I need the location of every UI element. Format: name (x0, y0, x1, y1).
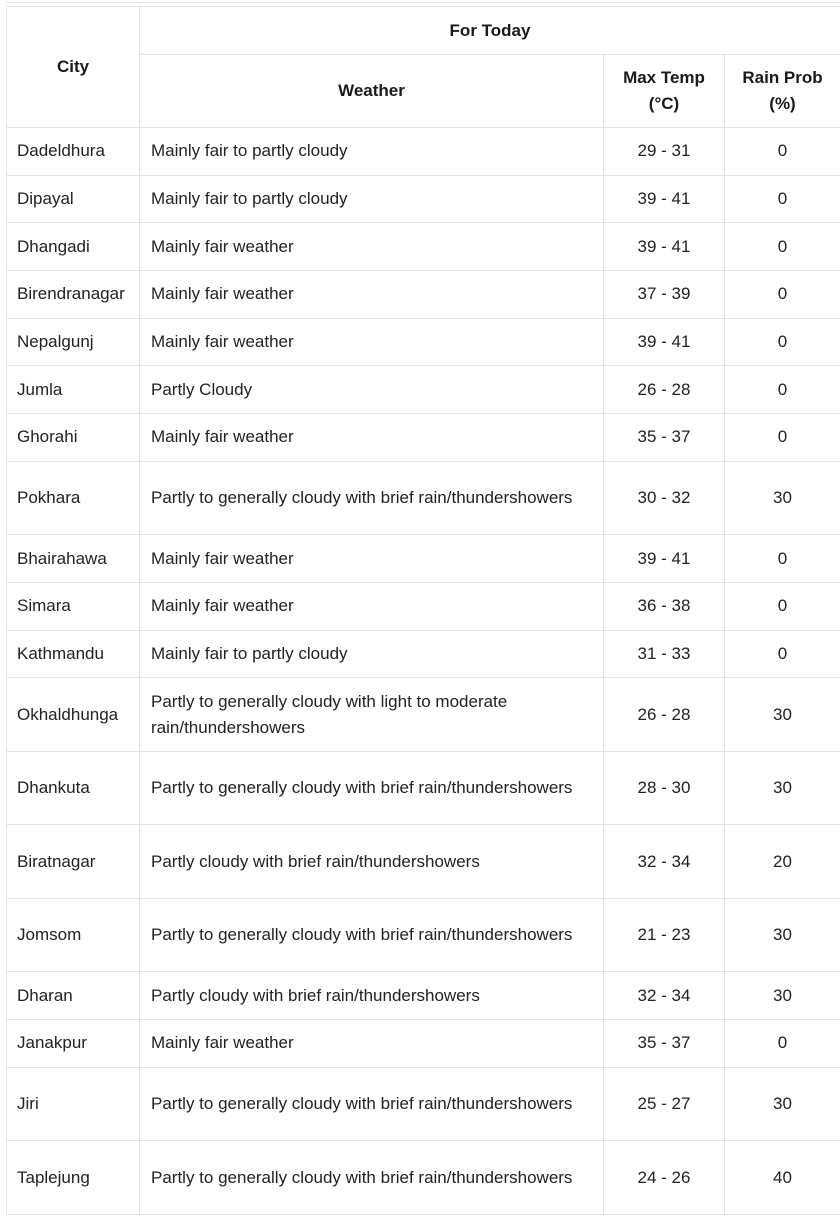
max-temp-cell: 32 - 34 (604, 972, 725, 1020)
table-row (7, 223, 840, 271)
max-temp-cell: 39 - 41 (604, 223, 725, 271)
city-cell: Ghorahi (7, 414, 140, 462)
table-row (7, 583, 840, 631)
weather-cell: Mainly fair to partly cloudy (140, 630, 604, 678)
max-temp-cell: 31 - 33 (604, 630, 725, 678)
max-temp-cell: 37 - 39 (604, 271, 725, 319)
table-row (7, 1067, 840, 1141)
weather-cell: Mainly fair weather (140, 223, 604, 271)
rain-prob-cell: 0 (725, 128, 840, 176)
city-cell: Dhangadi (7, 223, 140, 271)
weather-cell: Partly to generally cloudy with brief rain/thundershowers (140, 1067, 604, 1141)
rain-prob-cell: 0 (725, 414, 840, 462)
table-body (7, 128, 840, 1215)
weather-cell: Mainly fair weather (140, 583, 604, 631)
city-cell: Taplejung (7, 1141, 140, 1215)
weather-cell: Partly cloudy with brief rain/thundershowers (140, 972, 604, 1020)
city-cell: Okhaldhunga (7, 678, 140, 752)
city-cell: Jiri (7, 1067, 140, 1141)
city-cell: Dhankuta (7, 751, 140, 825)
city-cell: Dipayal (7, 175, 140, 223)
weather-cell: Mainly fair weather (140, 535, 604, 583)
rain-prob-cell: 0 (725, 271, 840, 319)
max-temp-cell: 25 - 27 (604, 1067, 725, 1141)
max-temp-cell: 26 - 28 (604, 366, 725, 414)
city-cell: Simara (7, 583, 140, 631)
rain-prob-cell: 0 (725, 318, 840, 366)
rain-prob-cell: 20 (725, 825, 840, 899)
city-cell: Jumla (7, 366, 140, 414)
rain-prob-cell: 0 (725, 223, 840, 271)
max-temp-cell: 30 - 32 (604, 461, 725, 535)
top-divider (6, 2, 840, 3)
header-rain-prob: Rain Prob (%) (725, 55, 840, 128)
weather-cell: Partly to generally cloudy with brief rain/thundershowers (140, 751, 604, 825)
city-cell: Dharan (7, 972, 140, 1020)
table-row (7, 678, 840, 752)
rain-prob-cell: 30 (725, 1067, 840, 1141)
weather-cell: Partly to generally cloudy with brief rain/thundershowers (140, 898, 604, 972)
weather-cell: Partly cloudy with brief rain/thundershowers (140, 825, 604, 899)
max-temp-cell: 39 - 41 (604, 175, 725, 223)
table-row (7, 972, 840, 1020)
table-row (7, 461, 840, 535)
table-row (7, 1020, 840, 1068)
max-temp-cell: 28 - 30 (604, 751, 725, 825)
weather-forecast-table (6, 6, 840, 1215)
max-temp-cell: 39 - 41 (604, 318, 725, 366)
weather-cell: Mainly fair to partly cloudy (140, 175, 604, 223)
header-city: City (7, 7, 140, 128)
max-temp-cell: 36 - 38 (604, 583, 725, 631)
table-row (7, 414, 840, 462)
rain-prob-cell: 0 (725, 583, 840, 631)
rain-prob-cell: 40 (725, 1141, 840, 1215)
max-temp-cell: 35 - 37 (604, 414, 725, 462)
header-weather: Weather (140, 55, 604, 128)
table-row (7, 318, 840, 366)
table-row (7, 366, 840, 414)
weather-cell: Partly to generally cloudy with light to moderate rain/thundershowers (140, 678, 604, 752)
rain-prob-cell: 0 (725, 366, 840, 414)
rain-prob-cell: 0 (725, 630, 840, 678)
city-cell: Pokhara (7, 461, 140, 535)
city-cell: Nepalgunj (7, 318, 140, 366)
city-cell: Jomsom (7, 898, 140, 972)
max-temp-cell: 32 - 34 (604, 825, 725, 899)
table-row (7, 1141, 840, 1215)
rain-prob-cell: 30 (725, 898, 840, 972)
max-temp-cell: 24 - 26 (604, 1141, 725, 1215)
city-cell: Birendranagar (7, 271, 140, 319)
rain-prob-cell: 30 (725, 972, 840, 1020)
table-row (7, 535, 840, 583)
weather-cell: Mainly fair weather (140, 271, 604, 319)
max-temp-cell: 26 - 28 (604, 678, 725, 752)
weather-cell: Mainly fair weather (140, 414, 604, 462)
weather-cell: Partly Cloudy (140, 366, 604, 414)
header-for-today: For Today (140, 7, 840, 55)
table-row (7, 825, 840, 899)
weather-cell: Mainly fair to partly cloudy (140, 128, 604, 176)
table-row (7, 898, 840, 972)
rain-prob-cell: 30 (725, 678, 840, 752)
table-row (7, 175, 840, 223)
rain-prob-cell: 0 (725, 1020, 840, 1068)
weather-cell: Partly to generally cloudy with brief rain/thundershowers (140, 461, 604, 535)
max-temp-cell: 35 - 37 (604, 1020, 725, 1068)
max-temp-cell: 21 - 23 (604, 898, 725, 972)
weather-cell: Mainly fair weather (140, 1020, 604, 1068)
rain-prob-cell: 30 (725, 461, 840, 535)
city-cell: Bhairahawa (7, 535, 140, 583)
weather-cell: Partly to generally cloudy with brief rain/thundershowers (140, 1141, 604, 1215)
city-cell: Biratnagar (7, 825, 140, 899)
header-row-top (7, 7, 840, 55)
max-temp-cell: 39 - 41 (604, 535, 725, 583)
rain-prob-cell: 30 (725, 751, 840, 825)
table-row (7, 128, 840, 176)
table-row (7, 751, 840, 825)
table-header (7, 7, 840, 128)
rain-prob-cell: 0 (725, 535, 840, 583)
table-row (7, 271, 840, 319)
city-cell: Dadeldhura (7, 128, 140, 176)
city-cell: Kathmandu (7, 630, 140, 678)
max-temp-cell: 29 - 31 (604, 128, 725, 176)
rain-prob-cell: 0 (725, 175, 840, 223)
header-max-temp: Max Temp (°C) (604, 55, 725, 128)
weather-cell: Mainly fair weather (140, 318, 604, 366)
table-row (7, 630, 840, 678)
city-cell: Janakpur (7, 1020, 140, 1068)
